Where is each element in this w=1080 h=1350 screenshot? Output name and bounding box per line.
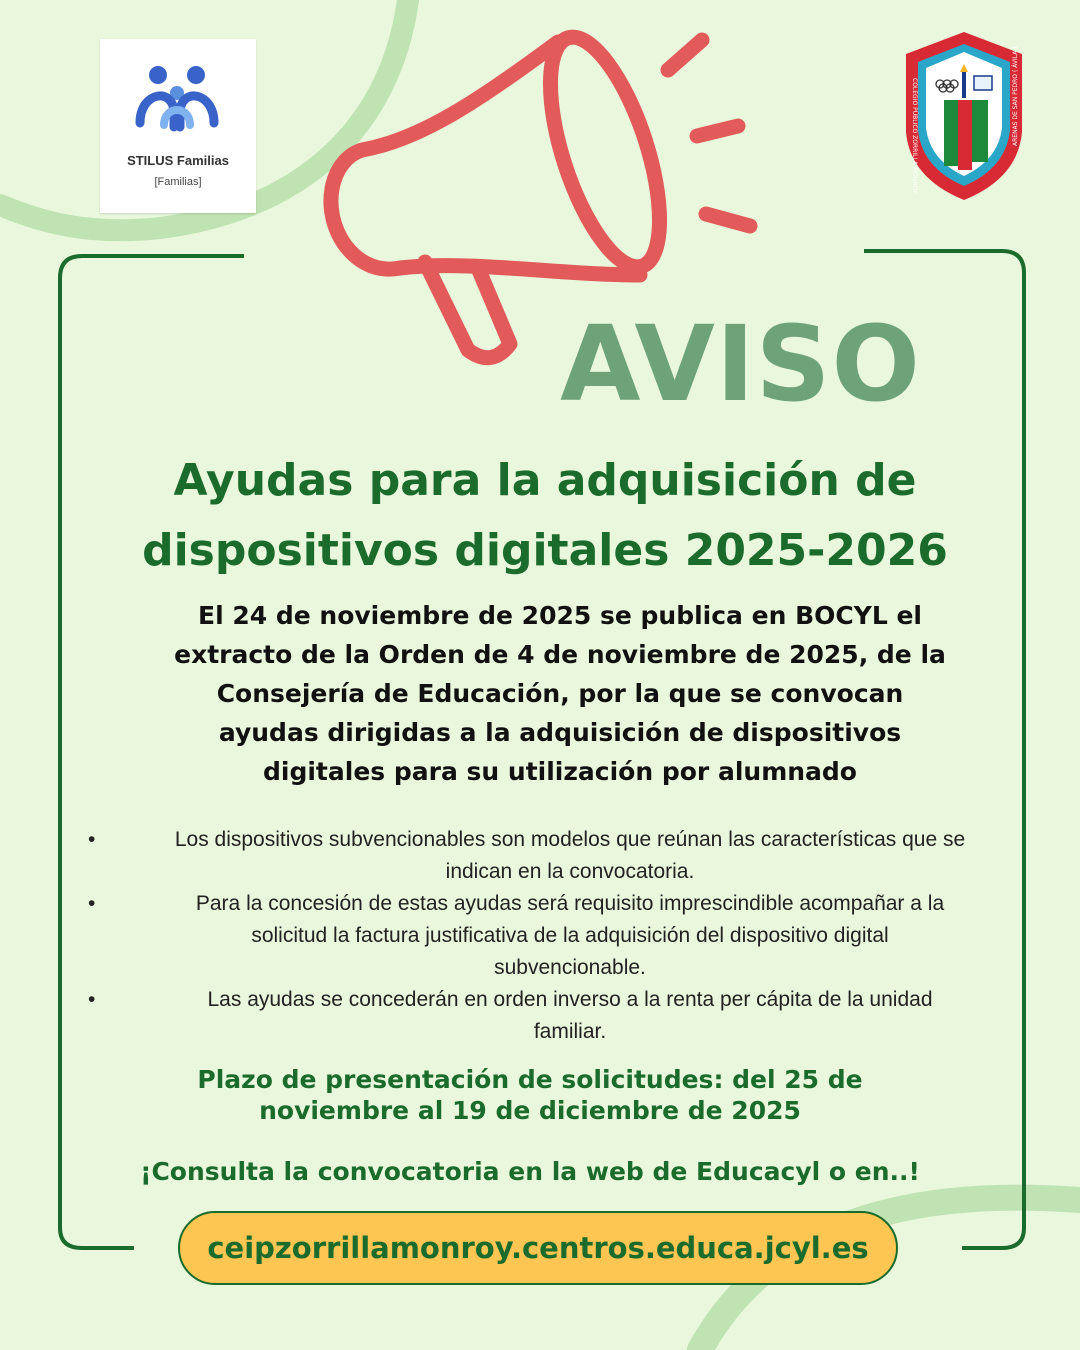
page-title: [90, 446, 1000, 586]
bullet-2-line-3: subvencionable.: [494, 956, 646, 979]
intro-line-5: digitales para su utilización por alumnado: [263, 757, 857, 786]
website-link[interactable]: ceipzorrillamonroy.centros.educa.jcyl.es: [178, 1211, 898, 1285]
intro-paragraph: [160, 596, 960, 791]
bullet-1-line-1: Los dispositivos subvencionables son modelos que reúnan las características que se: [174, 828, 966, 851]
stilus-name: STILUS Familias: [127, 153, 229, 168]
deadline-text: [150, 1064, 910, 1126]
consult-text: ¡Consulta la convocatoria en la web de Educacyl o en..!: [140, 1157, 920, 1186]
bullet-dot: •: [88, 988, 96, 1011]
intro-line-1: El 24 de noviembre de 2025 se publica en BOCYL el: [198, 601, 922, 630]
list-item: [80, 984, 1030, 1048]
requirements-list: [80, 824, 1030, 1048]
bullet-2-line-2: solicitud la factura justificativa de la adquisición del dispositivo digital: [251, 924, 889, 947]
crest-text-right: ARENAS DE SAN PEDRO ( ÁVILA ): [1012, 46, 1019, 146]
deadline-line-1: Plazo de presentación de solicitudes: del 25 de: [197, 1065, 863, 1094]
bullet-dot: •: [88, 892, 96, 915]
deadline-line-2: noviembre al 19 de diciembre de 2025: [259, 1096, 801, 1125]
bullet-3-line-2: familiar.: [533, 1020, 607, 1043]
family-people-icon: [134, 63, 222, 143]
stilus-logo-card: [100, 39, 256, 213]
school-crest-icon: [902, 28, 1026, 204]
aviso-heading: AVISO: [560, 303, 921, 425]
intro-line-3: Consejería de Educación, por la que se convocan: [216, 679, 904, 708]
intro-line-4: ayudas dirigidas a la adquisición de dispositivos: [218, 718, 902, 747]
crest-text-left: COLEGIO PÚBLICO ZORRILLA MONROY: [911, 78, 918, 194]
bullet-1-line-2: indican en la convocatoria.: [445, 860, 695, 883]
list-item: [80, 888, 1030, 984]
stilus-subtitle: [Familias]: [154, 176, 202, 188]
list-item: [80, 824, 1030, 888]
title-line-2: dispositivos digitales 2025-2026: [142, 525, 948, 576]
bullet-3-line-1: Las ayudas se concederán en orden inverso a la renta per cápita de la unidad: [207, 988, 933, 1011]
bullet-dot: •: [88, 828, 96, 851]
intro-line-2: extracto de la Orden de 4 de noviembre de 2025, de la: [174, 640, 946, 669]
title-line-1: Ayudas para la adquisición de: [173, 455, 917, 506]
bullet-2-line-1: Para la concesión de estas ayudas será requisito imprescindible acompañar a la: [195, 892, 945, 915]
